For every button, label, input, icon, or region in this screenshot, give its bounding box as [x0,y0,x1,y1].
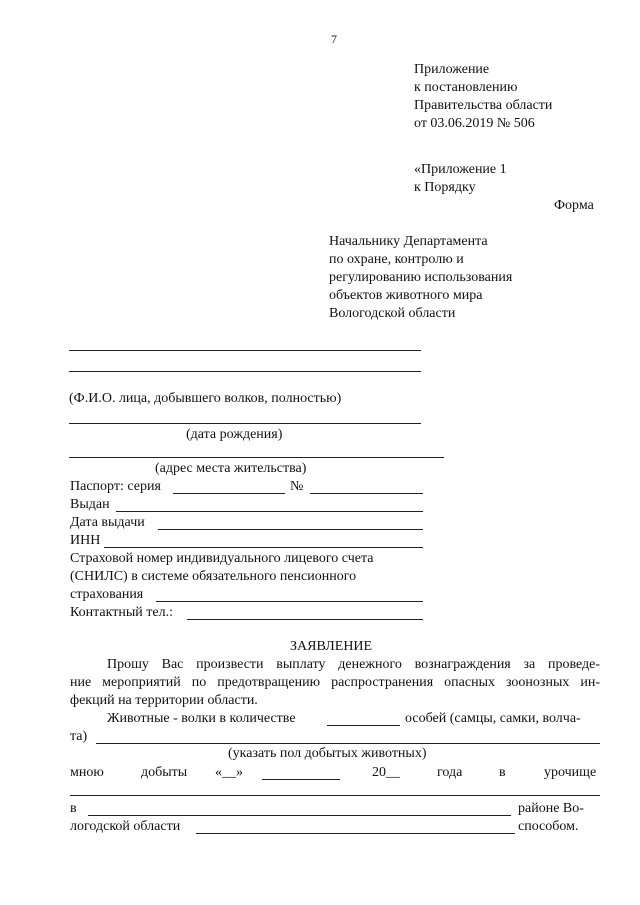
issued-by-label: Выдан [70,497,110,512]
statement-title: ЗАЯВЛЕНИЕ [290,639,373,654]
phone-field[interactable] [187,619,423,620]
addressee-line-1: Начальнику Департамента [329,234,488,249]
method-field[interactable] [196,833,515,834]
word-year: года [437,765,463,780]
word-in: в [499,765,506,780]
inn-label: ИНН [70,533,101,548]
phone-label: Контактный тел.: [70,605,173,620]
passport-series-field[interactable] [173,493,285,494]
snils-field[interactable] [156,601,423,602]
appendix1-line-2: к Порядку [414,180,476,195]
word-by-me: мною [70,765,104,780]
appendix-line-4: от 03.06.2019 № 506 [414,116,535,131]
sex-hint: (указать пол добытых животных) [228,746,427,761]
inn-field[interactable] [104,547,423,548]
word-method: способом. [518,819,579,834]
issued-by-field[interactable] [116,511,423,512]
addressee-line-4: объектов животного мира [329,288,483,303]
passport-number-field[interactable] [310,493,423,494]
date-month-field[interactable] [262,779,340,780]
appendix-line-2: к постановлению [414,80,518,95]
statement-para1-line3: фекций на территории области. [70,693,258,708]
date-year-field[interactable]: 20__ [372,765,400,780]
addressee-line-3: регулированию использования [329,270,513,285]
birth-date-hint: (дата рождения) [186,427,283,442]
appendix1-line-1: «Приложение 1 [414,162,507,177]
address-line[interactable] [69,457,444,458]
addressee-line-2: по охране, контролю и [329,252,464,267]
appendix-line-3: Правительства области [414,98,553,113]
snils-label-3: страхования [70,587,144,602]
word-taken: добыты [141,765,188,780]
statement-para1-line1: Прошу Вас произвести выплату денежного вознаграждения за проведе- [107,657,600,672]
issue-date-field[interactable] [158,529,423,530]
district-field[interactable] [88,815,511,816]
word-region: логодской области [70,819,181,834]
address-hint: (адрес места жительства) [155,461,307,476]
addressee-line-5: Вологодской области [329,306,456,321]
word-in-2: в [70,801,77,816]
passport-number-label: № [290,479,304,494]
statement-para1-line2: ние мероприятий по предотвращению распространения опасных зоонозных ин- [70,675,600,690]
birth-date-line[interactable] [69,423,421,424]
issue-date-label: Дата выдачи [70,515,145,530]
date-day-field[interactable]: «__» [215,765,243,780]
wolves-sex-label-cont: та) [70,729,88,744]
fio-hint: (Ф.И.О. лица, добывшего волков, полностью) [69,391,342,406]
wolves-sex-label: особей (самцы, самки, волча- [405,711,581,726]
passport-series-label: Паспорт: серия [70,479,161,494]
snils-label-2: (СНИЛС) в системе обязательного пенсионного [70,569,357,584]
page-number: 7 [331,32,337,46]
wolves-count-label: Животные - волки в количестве [107,711,296,726]
wolves-count-field[interactable] [327,725,400,726]
wolves-sex-field[interactable] [96,743,600,744]
tract-field[interactable] [70,795,600,796]
appendix-line-1: Приложение [414,62,490,77]
word-tract: урочище [544,765,597,780]
form-label: Форма [554,198,594,213]
word-district: районе Во- [518,801,584,816]
snils-label-1: Страховой номер индивидуального лицевого счета [70,551,374,566]
fio-line-1[interactable] [69,350,421,351]
fio-line-2[interactable] [69,371,421,372]
